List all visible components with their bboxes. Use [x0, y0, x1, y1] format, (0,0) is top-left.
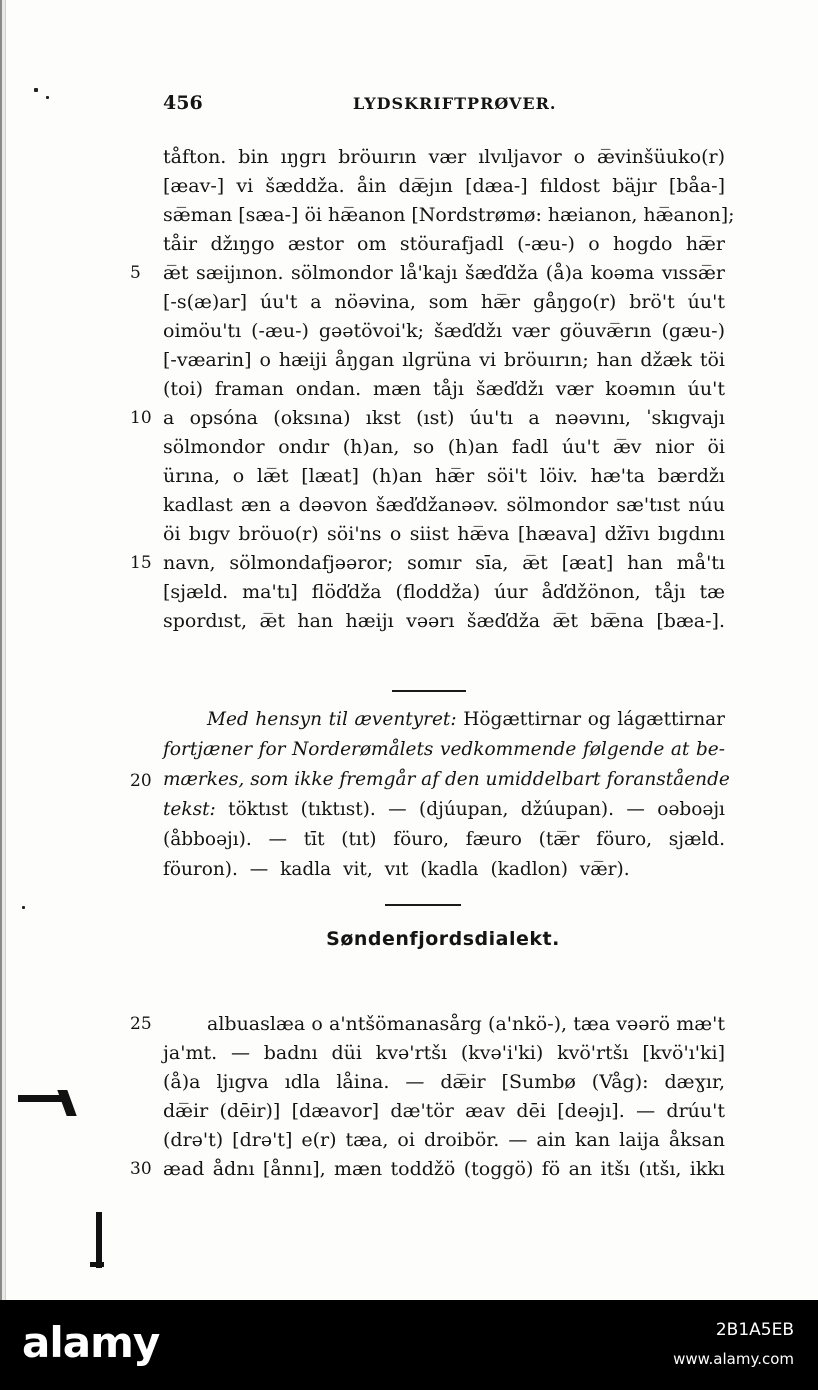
- note-line: (åbboəjı). — tīt (tıt) föuro, fæuro (tæ̅r föuro, sjæld.: [163, 829, 725, 850]
- section-rule: [385, 904, 461, 906]
- line-number: 15: [130, 553, 152, 573]
- scan-mark: [96, 1212, 102, 1268]
- body-line: [æav-] vi šæddža. åin dæ̅jın [dæa-] fıldost bäjır [båa-]: [163, 175, 725, 197]
- watermark-banner: [0, 1300, 818, 1390]
- note-lead: Med hensyn til æventyret:: [207, 709, 457, 730]
- scan-edge: [0, 0, 12, 1300]
- note-line: fortjæner for Norderømålets vedkommende følgende at be-: [163, 739, 725, 760]
- section-title: Søndenfjordsdialekt.: [326, 928, 560, 950]
- page-number: 456: [163, 92, 203, 114]
- body-line: tåir džıŋgo æstor om stöurafjadl (-æu-) o hogdo hæ̅r: [163, 233, 725, 255]
- section-text: [163, 1010, 725, 1190]
- body-line: kadlast æn a dəəvon šæďdžanəəv. sölmondor sæ'tıst núu: [163, 494, 725, 516]
- speck: [22, 906, 25, 909]
- body-line: [-s(æ)ar] úu't a nöəvina, som hæ̅r gåŋgo(r) brö't úu't: [163, 291, 725, 313]
- note-line: mærkes, som ikke fremgår af den umiddelbart foranstående: [163, 769, 730, 790]
- note-line: föuron). — kadla vit, vıt (kadla (kadlon) væ̅r).: [163, 859, 630, 880]
- section-line: (å)a ljıgva ıdla låina. — dæ̅ir [Sumbø (Våg): dæɣır,: [163, 1071, 725, 1093]
- image-id: 2B1A5EB: [715, 1320, 794, 1340]
- body-line: [-væarin] o hæiji åŋgan ılgrüna vi bröuırın; han džæk töi: [163, 349, 725, 371]
- line-number: 5: [130, 263, 141, 283]
- body-line: navn, sölmondafjəəror; somır sīa, æ̅t [æat] han må'tı: [163, 552, 725, 574]
- body-line: [sjæld. ma'tı] flöďdža (floddža) úur åďdžönon, tåjı tæ: [163, 581, 725, 603]
- body-text: [163, 143, 735, 663]
- body-line: öi bıgv bröuo(r) söi'ns o siist hæ̅va [hæava] džīvı bıgdını: [163, 523, 725, 545]
- speck: [34, 88, 38, 92]
- scan-mark: [57, 1090, 76, 1116]
- body-line: sæ̅man [sæa-] öi hæ̅anon [Nordstrømø: hæianon, hæ̅anon];: [163, 204, 735, 226]
- watermark-url: www.alamy.com: [673, 1350, 794, 1368]
- note-lead: tekst:: [163, 799, 216, 820]
- page-header: [163, 92, 723, 122]
- line-number: 30: [130, 1159, 152, 1179]
- line-number: 25: [130, 1014, 152, 1034]
- note-line: [163, 795, 725, 825]
- speck: [46, 96, 49, 99]
- note-text: töktıst (tıktıst). — (djúupan, džúupan). — oəboəjı: [228, 799, 725, 820]
- section-line: æad ådnı [ånnı], mæn toddžö (toggö) fö an itšı (ıtšı, ikkı: [163, 1158, 725, 1180]
- section-rule: [392, 690, 466, 692]
- section-line: dæ̅ir (dēir)] [dæavor] dæ'tör æav dēi [deəjı]. — drúu't: [163, 1100, 725, 1122]
- body-line: æ̅t sæijınon. sölmondor lå'kajı šæďdža (å)a koəma vıssæ̅r: [163, 262, 725, 284]
- body-line: (toi) framan ondan. mæn tåjı šæďdžı vær koəmın úu't: [163, 378, 725, 400]
- note-paragraph: [163, 705, 730, 895]
- line-number: 20: [130, 771, 152, 791]
- alamy-logo: alamy: [22, 1318, 160, 1367]
- note-line: [163, 705, 725, 735]
- body-line: spordıst, æ̅t han hæijı vəərı šæďdža æ̅t bæ̅na [bæa-].: [163, 610, 725, 632]
- section-line: albuaslæa o a'ntšömanasårg (a'nkö-), tæa vəərö mæ't: [207, 1013, 725, 1035]
- body-line: sölmondor ondır (h)an, so (h)an fadl úu't æ̅v nior öi: [163, 436, 725, 458]
- body-line: tåfton. bin ıŋgrı bröuırın vær ılvıljavor o æ̅vinšüuko(r): [163, 146, 725, 168]
- note-text: Högættirnar og lágættirnar: [463, 709, 725, 730]
- section-line: ja'mt. — badnı düi kvə'rtšı (kvə'i'ki) kvö'rtšı [kvö'ı'ki]: [163, 1042, 725, 1064]
- body-line: a opsóna (oksına) ıkst (ıst) úu'tı a nəəvını, ˈskıgvajı: [163, 407, 725, 429]
- body-line: oimöu'tı (-æu-) gəətövoi'k; šæďdžı vær göuvæ̅rın (gæu-): [163, 320, 725, 342]
- scan-mark: [90, 1262, 104, 1267]
- section-line: (drə't) [drə't] e(r) tæa, oi droibör. — ain kan laija åksan: [163, 1129, 725, 1151]
- body-line: ürına, o læ̅t [læat] (h)an hæ̅r söi't löiv. hæ'ta bærdžı: [163, 465, 725, 487]
- running-title: LYDSKRIFTPRØVER.: [353, 94, 557, 113]
- line-number: 10: [130, 408, 152, 428]
